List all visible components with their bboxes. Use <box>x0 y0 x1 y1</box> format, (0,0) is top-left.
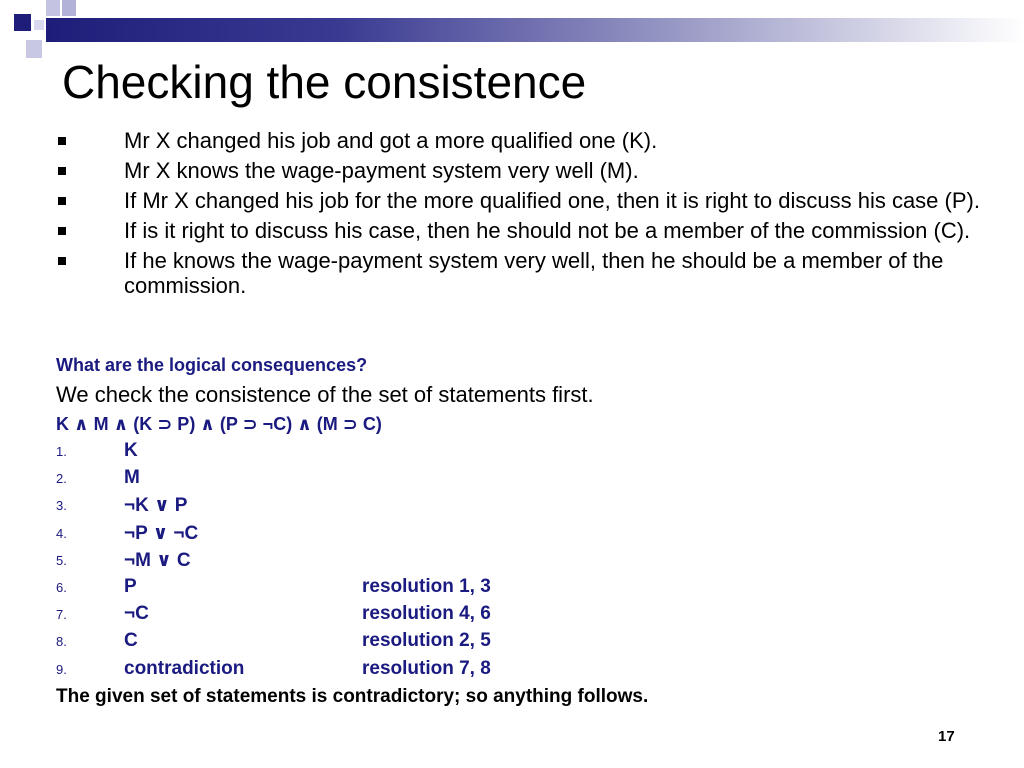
step-row <box>56 658 656 685</box>
page-number: 17 <box>938 728 955 745</box>
bullet-square-icon <box>58 137 66 145</box>
step-expression: K <box>124 440 138 461</box>
bullet-text: If he knows the wage-payment system very well, then he should be a member of the commission. <box>124 248 944 298</box>
resolution-steps <box>56 440 656 685</box>
slide-title: Checking the consistence <box>62 56 587 108</box>
bullet-square-icon <box>58 167 66 175</box>
logic-formula: K ∧ M ∧ (K ⊃ P) ∧ (P ⊃ ¬C) ∧ (M ⊃ C) <box>56 414 382 434</box>
list-item <box>56 158 986 183</box>
step-justification: resolution 1, 3 <box>362 575 491 597</box>
list-item <box>56 128 986 153</box>
bullet-list <box>56 128 986 303</box>
decorative-square <box>26 40 42 58</box>
step-expression: C <box>124 630 138 652</box>
step-row <box>56 440 656 467</box>
step-row <box>56 467 656 494</box>
step-number: 6. <box>56 579 67 595</box>
step-row <box>56 549 656 576</box>
header-decoration-bar <box>46 18 1024 42</box>
step-expression: ¬M ∨ C <box>124 549 191 571</box>
step-row <box>56 630 656 657</box>
conclusion-text: The given set of statements is contradictory; so anything follows. <box>56 686 649 707</box>
step-row <box>56 576 656 603</box>
bullet-square-icon <box>58 227 66 235</box>
step-number: 3. <box>56 498 67 514</box>
list-item <box>56 248 986 298</box>
step-number: 9. <box>56 661 67 677</box>
list-item <box>56 218 986 243</box>
step-expression: ¬K ∨ P <box>124 495 188 517</box>
check-statement: We check the consistence of the set of statements first. <box>56 382 594 407</box>
bullet-text: If Mr X changed his job for the more qualified one, then it is right to discuss his case (P). <box>124 188 980 213</box>
bullet-square-icon <box>58 197 66 205</box>
step-row <box>56 603 656 630</box>
bullet-text: If is it right to discuss his case, then he should not be a member of the commission (C). <box>124 218 971 243</box>
step-expression: M <box>124 467 140 489</box>
step-expression: ¬C <box>124 603 149 625</box>
step-number: 2. <box>56 471 67 487</box>
decorative-square <box>34 20 44 30</box>
step-number: 4. <box>56 525 67 541</box>
list-item <box>56 188 986 213</box>
step-row <box>56 494 656 521</box>
step-expression: contradiction <box>124 657 245 679</box>
bullet-text: Mr X changed his job and got a more qualified one (K). <box>124 128 658 153</box>
step-justification: resolution 2, 5 <box>362 630 491 652</box>
bullet-square-icon <box>58 257 66 265</box>
step-number: 7. <box>56 607 67 623</box>
step-number: 5. <box>56 552 67 568</box>
step-expression: ¬P ∨ ¬C <box>124 522 199 544</box>
step-row <box>56 522 656 549</box>
step-justification: resolution 4, 6 <box>362 603 491 625</box>
step-justification: resolution 7, 8 <box>362 657 491 679</box>
step-number: 1. <box>56 444 67 459</box>
step-expression: P <box>124 575 137 597</box>
step-number: 8. <box>56 634 67 650</box>
question-heading: What are the logical consequences? <box>56 355 368 375</box>
bullet-text: Mr X knows the wage-payment system very well (M). <box>124 158 639 183</box>
decorative-square <box>62 0 76 16</box>
decorative-square <box>46 0 60 16</box>
decorative-square <box>14 14 31 31</box>
